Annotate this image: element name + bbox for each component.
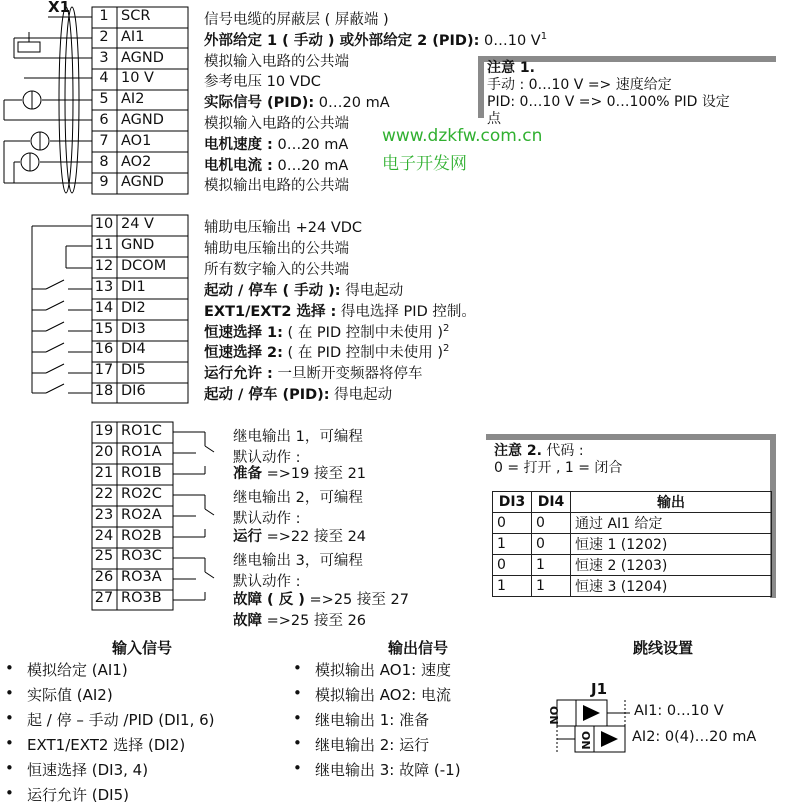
list-item: • EXT1/EXT2 选择 (DI2) (27, 734, 185, 755)
terminal-number: 27 (94, 590, 114, 607)
terminal-number: 22 (94, 485, 114, 502)
terminal-number: 1 (99, 8, 109, 24)
terminal-number: 18 (94, 383, 114, 400)
terminal-name: 24 V (121, 216, 154, 232)
table-cell: 1 (532, 576, 571, 597)
terminal-name: RO1A (121, 443, 162, 460)
jumper-label: J1 (591, 680, 608, 698)
description-bold: 准备 (233, 466, 262, 482)
description-text: =>25 接至 27 (304, 592, 409, 608)
terminal-name: RO3C (121, 548, 162, 565)
description-bold: 运行 (233, 529, 262, 545)
terminal-name: RO1B (121, 464, 162, 481)
terminal-name: AI2 (121, 91, 145, 108)
terminal-number: 26 (94, 569, 114, 586)
terminal-number: 13 (94, 278, 114, 295)
terminal-description (204, 154, 348, 175)
description-text: 模拟输出电路的公共端 (204, 178, 349, 195)
terminal-name: DI4 (121, 341, 146, 358)
terminal-number: 4 (99, 70, 109, 87)
x1-label: X1 (48, 0, 71, 16)
note2-line1: 0 = 打开 , 1 = 闭合 (494, 460, 623, 476)
terminal-description (204, 237, 349, 258)
terminal-number: 12 (94, 257, 114, 274)
list-item: • 模拟输出 AO1: 速度 (315, 659, 451, 680)
terminal-number: 9 (99, 174, 109, 191)
list-item: • 继电输出 2: 运行 (315, 734, 429, 755)
terminal-name: RO1C (121, 423, 162, 439)
relay-description (233, 609, 366, 630)
terminal-number: 6 (99, 112, 109, 128)
list-item: • 继电输出 1: 准备 (315, 709, 429, 730)
description-text: 信号电缆的屏蔽层 ( 屏蔽端 ) (204, 12, 389, 28)
description-text: 继电输出 3，可编程 (233, 553, 363, 569)
terminal-name: RO3A (121, 569, 162, 586)
description-text: 模拟输入电路的公共端 (204, 53, 349, 70)
terminal-name: RO2A (121, 506, 162, 523)
jumper-title: 跳线设置 (633, 639, 694, 657)
jumper-on-bottom: ON (579, 731, 592, 750)
description-text: 默认动作 : (233, 450, 301, 466)
terminal-name: DI2 (121, 299, 146, 316)
relay-description (233, 425, 363, 446)
terminal-description (204, 174, 349, 195)
list-item: • 模拟给定 (AI1) (27, 659, 128, 680)
terminal-description (204, 279, 403, 300)
description-text: 0…20 mA (272, 157, 349, 174)
description-text: 辅助电压输出的公共端 (204, 240, 349, 257)
table-row (493, 513, 772, 534)
terminal-name: AGND (121, 174, 164, 191)
terminal-number: 21 (94, 464, 114, 481)
terminal-number: 23 (94, 506, 114, 523)
table-cell: 1 (493, 576, 532, 597)
table-row (493, 534, 772, 555)
table-cell: 0 (493, 555, 532, 576)
description-bold: 恒速选择 2: (204, 345, 283, 362)
terminal-description (204, 258, 349, 279)
description-text: 0…10 V (479, 32, 541, 49)
terminal-name: DI3 (121, 320, 146, 337)
terminal-name: AGND (121, 49, 164, 66)
description-text: 得电选择 PID 控制。 (336, 303, 476, 320)
description-text: =>25 接至 26 (262, 613, 367, 629)
terminal-name: RO2C (121, 485, 162, 502)
relay-description (233, 549, 363, 570)
footnote-ref: 1 (540, 30, 548, 42)
note1-line3: 点 (487, 111, 501, 127)
terminal-description (204, 321, 449, 342)
table-cell: 1 (532, 555, 571, 576)
jumper-ai1-text: AI1: 0…10 V (634, 703, 724, 719)
terminal-description (204, 133, 348, 154)
terminal-name: AI1 (121, 28, 145, 45)
terminal-number: 15 (94, 320, 114, 337)
description-bold: 故障 ( 反 ) (233, 592, 305, 608)
potentiometer-symbol (18, 42, 40, 52)
table-header-row (493, 492, 772, 513)
terminal-description (204, 300, 476, 321)
description-bold: 电机速度 : (204, 136, 273, 153)
terminal-description (204, 341, 449, 362)
list-item: • 实际值 (AI2) (27, 684, 113, 705)
terminal-number: 19 (94, 423, 114, 439)
description-bold: 外部给定 1 ( 手动 ) 或外部给定 2 (PID): (204, 32, 480, 49)
watermark-name: 电子开发网 (382, 154, 467, 174)
table-cell: 0 (493, 513, 532, 534)
footnote-ref: 2 (442, 322, 450, 334)
terminal-number: 3 (99, 49, 109, 66)
terminal-description (204, 8, 389, 29)
terminal-number: 20 (94, 443, 114, 460)
terminal-number: 11 (94, 236, 114, 253)
terminal-description (204, 50, 349, 71)
terminal-description (204, 216, 362, 237)
di-switches (32, 280, 92, 393)
table-row (493, 576, 772, 597)
description-text: =>22 接至 24 (262, 529, 367, 545)
terminal-description (204, 91, 390, 112)
terminal-number: 5 (99, 91, 109, 108)
description-text: 参考电压 10 VDC (204, 74, 321, 91)
description-bold: 起动 / 停车 ( 手动 ): (204, 282, 341, 299)
description-text: 得电起动 (340, 282, 404, 299)
terminal-number: 10 (94, 216, 114, 232)
terminal-number: 16 (94, 341, 114, 358)
terminal-description (204, 383, 392, 404)
description-bold: 运行允许 : (204, 366, 273, 383)
description-bold: EXT1/EXT2 选择 : (204, 303, 337, 320)
description-text: ( 在 PID 控制中未使用 ) (282, 324, 443, 341)
terminal-description (204, 29, 547, 50)
description-text: 继电输出 1，可编程 (233, 429, 363, 445)
description-text: 所有数字输入的公共端 (204, 261, 349, 278)
terminal-name: DI6 (121, 383, 146, 400)
terminal-description (204, 112, 349, 133)
table-cell: 1 (493, 534, 532, 555)
footnote-ref: 2 (442, 343, 450, 355)
table-row (493, 555, 772, 576)
terminal-name: 10 V (121, 70, 154, 87)
table-cell: 恒速 3 (1204) (571, 576, 772, 597)
description-bold: 故障 (233, 613, 262, 629)
input-signals-title: 输入信号 (112, 639, 173, 657)
note2-title: 注意 2. (494, 443, 542, 459)
note2-title-rest: 代码 : (541, 443, 584, 459)
table-cell: 0 (532, 513, 571, 534)
terminal-name: DCOM (121, 257, 167, 274)
description-text: 模拟输入电路的公共端 (204, 116, 349, 132)
description-text: 继电输出 2，可编程 (233, 490, 363, 506)
terminal-number: 2 (99, 28, 109, 45)
terminal-name: RO3B (121, 590, 162, 607)
description-bold: 电机电流 : (204, 157, 273, 174)
terminal-description (204, 70, 321, 91)
terminal-description (204, 362, 422, 383)
list-item: • 运行允许 (DI5) (27, 784, 129, 805)
list-item: • 起 / 停 – 手动 /PID (DI1, 6) (27, 709, 215, 730)
note1-line2: PID: 0…10 V => 0…100% PID 设定 (487, 94, 730, 110)
relay-description (233, 462, 366, 483)
list-item: • 模拟输出 AO2: 电流 (315, 684, 451, 705)
terminal-name: AO1 (121, 132, 152, 149)
relay-contacts (173, 432, 214, 600)
terminal-number: 25 (94, 548, 114, 565)
watermark-url: www.dzkfw.com.cn (382, 126, 543, 146)
relay-description (233, 486, 363, 507)
terminal-name: AO2 (121, 153, 152, 170)
terminal-name: RO2B (121, 527, 162, 544)
table-cell: 0 (532, 534, 571, 555)
list-item: • 恒速选择 (DI3, 4) (27, 759, 148, 780)
jumper-on-top: ON (547, 706, 560, 725)
terminal-number: 17 (94, 362, 114, 379)
terminal-number: 24 (94, 527, 114, 544)
relay-description (233, 525, 366, 546)
description-text: 得电起动 (329, 387, 393, 404)
terminal-number: 14 (94, 299, 114, 316)
description-bold: 实际信号 (PID): (204, 95, 315, 112)
note2 (494, 443, 622, 477)
description-text: 辅助电压输出 +24 VDC (204, 220, 363, 236)
table-header-output: 输出 (571, 492, 772, 513)
description-text: 0…20 mA (314, 95, 390, 112)
table-cell: 恒速 2 (1203) (571, 555, 772, 576)
description-text: 0…20 mA (272, 136, 349, 153)
list-item: • 继电输出 3: 故障 (-1) (315, 759, 461, 780)
note1-line1: 手动 : 0…10 V => 速度给定 (487, 77, 672, 93)
description-text: =>19 接至 21 (262, 466, 367, 482)
terminal-name: AGND (121, 112, 164, 128)
description-bold: 起动 / 停车 (PID): (204, 387, 330, 404)
terminal-name: SCR (121, 8, 151, 24)
description-text: 默认动作 : (233, 574, 301, 590)
terminal-number: 7 (99, 132, 109, 149)
terminal-name: DI1 (121, 278, 146, 295)
terminal-number: 8 (99, 153, 109, 170)
terminal-name: GND (121, 236, 155, 253)
note2-code-table (492, 491, 772, 597)
table-header-di4: DI4 (532, 492, 571, 513)
note1 (487, 60, 730, 128)
description-text: 一旦断开变频器将停车 (272, 366, 423, 383)
table-header-di3: DI3 (493, 492, 532, 513)
relay-description (233, 588, 409, 609)
note1-title: 注意 1. (487, 60, 535, 76)
jumper-ai2-text: AI2: 0(4)…20 mA (632, 729, 757, 745)
description-text: 默认动作 : (233, 511, 301, 527)
description-text: ( 在 PID 控制中未使用 ) (282, 345, 443, 362)
terminal-name: DI5 (121, 362, 146, 379)
table-cell: 通过 AI1 给定 (571, 513, 772, 534)
description-bold: 恒速选择 1: (204, 324, 283, 341)
table-cell: 恒速 1 (1202) (571, 534, 772, 555)
output-signals-title: 输出信号 (388, 639, 449, 657)
